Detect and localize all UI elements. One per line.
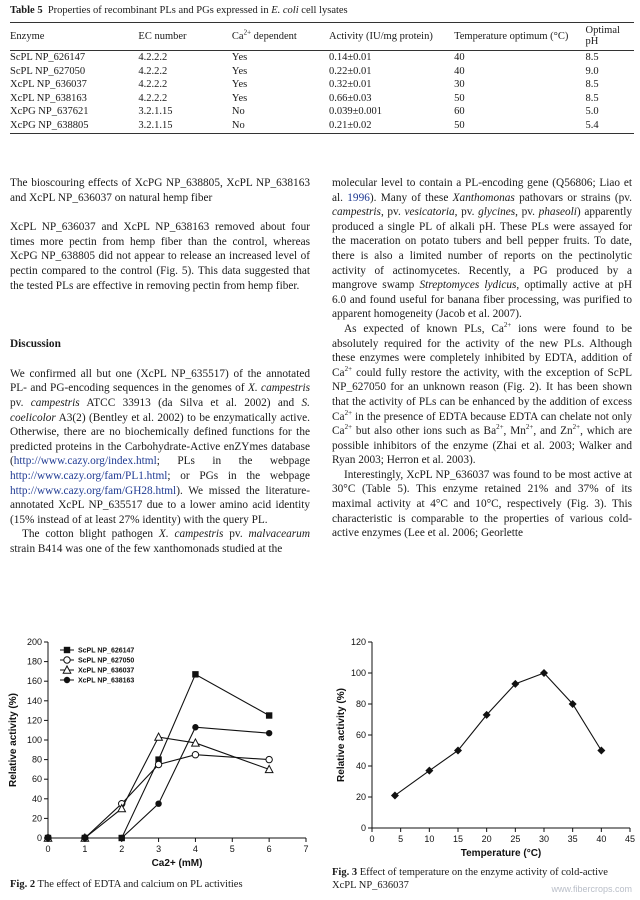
col-header-activity: Activity (IU/mg protein)	[329, 23, 454, 51]
table-cell: XcPL NP_636037	[10, 79, 87, 91]
text-run-italic: glycines	[478, 206, 516, 219]
table-cell: 3.2.1.15	[138, 106, 173, 118]
cazy-pl1-link[interactable]: http://www.cazy.org/fam/PL1.html	[10, 469, 168, 482]
data-point	[155, 801, 161, 807]
col-header-ca	[232, 23, 329, 51]
table-cell: 50	[454, 92, 465, 104]
x-tick-label: 15	[452, 834, 464, 844]
table-row	[10, 105, 634, 119]
text-run: , which are possible inhibitors of the enzyme (Zhai et al. 2003; Walker and Ryan 2003; Herron et al. 2003).	[332, 425, 632, 467]
x-tick-label: 0	[45, 844, 51, 854]
properties-table	[10, 22, 634, 134]
fig2-caption-text: The effect of EDTA and calcium on PL activities	[35, 879, 243, 890]
watermark-text: www.fibercrops.com	[551, 884, 632, 894]
data-point	[192, 724, 198, 730]
text-run: ATCC 33913 (da Silva et al. 2002) and	[79, 396, 302, 409]
legend-entry: ScPL NP_627050	[78, 657, 135, 665]
discussion-paragraph-2	[10, 527, 310, 556]
y-tick-label: 100	[350, 668, 366, 678]
legend-entry: XcPL NP_638163	[78, 677, 135, 685]
table-row	[10, 92, 634, 106]
text-run: molecular level to contain a PL-encoding gene (Q56806; Liao et al.	[332, 177, 632, 204]
text-run: , Mn	[503, 425, 526, 438]
left-column	[10, 176, 310, 556]
text-run-italic: X. campestris	[247, 382, 311, 395]
fig2-caption-label: Fig. 2	[10, 879, 36, 890]
figure-3	[332, 632, 638, 871]
y-tick-label: 80	[31, 754, 42, 765]
superscript: 2+	[572, 423, 581, 432]
table-row	[10, 78, 634, 92]
x-tick-label: 7	[303, 844, 309, 854]
x-tick-label: 20	[481, 834, 492, 844]
text-run: but also other ions such as Ba	[352, 425, 497, 438]
y-tick-label: 60	[31, 774, 42, 785]
x-axis-label: Ca2+ (mM)	[151, 858, 203, 869]
text-run-italic: S. coelicolor	[10, 396, 310, 424]
data-point	[192, 671, 198, 677]
table-caption-text: Properties of recombinant PLs and PGs expressed in	[47, 5, 272, 16]
x-tick-label: 1	[82, 844, 88, 854]
text-run: ions were found to be absolutely required for the activity of the new PLs. Although these enzymes were completely inhibited by EDTA, addition of Ca	[332, 322, 632, 379]
text-run: , pv.	[454, 206, 479, 219]
table-caption-organism: E. coli	[271, 5, 299, 16]
table-cell: 0.32±0.01	[329, 79, 372, 91]
legend-marker	[64, 677, 70, 683]
text-run: ). Many of these	[369, 191, 453, 204]
fig3-caption-text: Effect of temperature on the enzyme activity of cold-active XcPL NP_636037	[332, 867, 608, 891]
table-cell: 5.4	[585, 119, 634, 133]
table-cell: 0.039±0.001	[329, 106, 383, 118]
series-line	[48, 674, 269, 838]
table-row	[10, 65, 634, 79]
data-point	[597, 747, 605, 755]
x-tick-label: 3	[156, 844, 162, 854]
fig3-chart	[332, 632, 638, 866]
table-cell: 60	[454, 106, 465, 118]
y-tick-label: 0	[360, 823, 366, 833]
figure-2	[4, 632, 316, 881]
text-run-italic: campestris	[30, 396, 80, 409]
text-run: pv.	[223, 528, 249, 541]
y-tick-label: 200	[26, 637, 42, 647]
text-run: ; PLs in the webpage	[156, 455, 310, 468]
superscript: 2+	[503, 321, 512, 330]
legend-entry: XcPL NP_636037	[78, 667, 135, 675]
series-line	[48, 737, 269, 838]
series-line	[395, 673, 601, 795]
section-title: The bioscouring effects of XcPG NP_638805, XcPL NP_638163 and XcPL NP_636037 on natural hemp fiber	[10, 177, 310, 204]
y-tick-label: 20	[355, 792, 366, 802]
table-cell: 50	[454, 119, 585, 133]
table-cell: No	[232, 119, 329, 133]
y-tick-label: 120	[26, 715, 42, 726]
x-tick-label: 4	[192, 844, 198, 854]
text-run: ) apparently produced a single PL of alkali pH. These PLs were assayed for the maceration on potato tubers and bell pepper fruits. To date, there is also a limited number of reports on the pectinolytic activity of actinomycetes. Recently, a PG produced by a mangrove swamp	[332, 206, 632, 292]
ca-text: Ca	[231, 30, 244, 42]
data-point	[266, 730, 272, 736]
ca-dependent-text: dependent	[251, 30, 297, 42]
table-cell: 3.2.1.15	[138, 119, 231, 133]
text-run: , optimally active at pH 6.0 and found useful for banana fiber processing, was purified to apparent homogeneity (Jacob et al. 2007).	[332, 279, 632, 321]
table-cell: 9.0	[585, 65, 599, 77]
y-tick-label: 160	[26, 676, 42, 687]
data-point	[155, 761, 161, 767]
fig2-caption	[10, 878, 315, 891]
table-cell: 5.0	[585, 106, 599, 118]
y-tick-label: 60	[355, 730, 366, 740]
table-cell: 8.5	[585, 92, 599, 104]
right-paragraph-1	[332, 176, 632, 322]
x-tick-label: 35	[567, 834, 578, 844]
x-tick-label: 6	[266, 844, 272, 854]
col-header-enzyme: Enzyme	[10, 23, 138, 51]
table-cell: 4.2.2.2	[138, 52, 168, 63]
text-run-italic: vesicatoria	[404, 206, 455, 219]
y-axis-label: Relative activity (%)	[336, 688, 347, 782]
superscript: 2+	[496, 423, 504, 432]
y-tick-label: 120	[350, 637, 366, 647]
table-cell: 40	[454, 52, 465, 63]
text-run: , pv.	[515, 206, 539, 219]
data-point	[119, 835, 125, 841]
table-cell: 0.21±0.02	[329, 119, 454, 133]
cazy-gh28-link[interactable]: http://www.cazy.org/fam/GH28.html	[10, 484, 177, 497]
table-cell: 8.5	[585, 79, 599, 91]
table-cell: 4.2.2.2	[138, 79, 168, 91]
table-row	[10, 51, 634, 65]
table-cell: 0.66±0.03	[329, 92, 372, 104]
discussion-heading: Discussion	[10, 338, 61, 351]
y-tick-label: 20	[31, 813, 42, 824]
text-run: pathovars or strains (pv.	[514, 191, 632, 204]
x-tick-label: 30	[538, 834, 550, 844]
table-cell: Yes	[231, 92, 248, 104]
right-column	[332, 176, 632, 541]
text-run: could fully restore the activity, with the exception of ScPL NP_627050 for an unknown reason (Fig. 2). It has been shown that the activity of PLs can be enhanced by the addition of excess Ca	[332, 366, 632, 423]
table-caption	[10, 4, 348, 18]
table-cell: ScPL NP_627050	[10, 65, 86, 77]
superscript: 2+	[344, 423, 353, 432]
text-run: , and Zn	[533, 425, 573, 438]
x-tick-label: 10	[424, 834, 435, 844]
table-cell: 4.2.2.2	[138, 65, 168, 77]
data-point	[192, 752, 198, 758]
data-point	[425, 767, 433, 775]
x-tick-label: 0	[369, 834, 375, 844]
table-cell: Yes	[231, 65, 248, 77]
x-tick-label: 25	[510, 834, 521, 844]
y-tick-label: 80	[355, 699, 366, 709]
text-run-italic: campestris	[332, 206, 381, 219]
data-point	[266, 712, 272, 718]
legend-marker	[64, 657, 70, 663]
data-point	[391, 791, 399, 799]
x-axis-label: Temperature (°C)	[460, 848, 542, 859]
x-tick-label: 45	[624, 834, 636, 844]
table-cell: Yes	[231, 79, 248, 91]
y-tick-label: 40	[31, 793, 42, 804]
table-cell: Yes	[231, 52, 248, 63]
x-tick-label: 2	[119, 844, 125, 854]
text-run: , pv.	[380, 206, 405, 219]
fig2-chart	[4, 632, 316, 876]
text-run: pv.	[10, 396, 31, 409]
x-tick-label: 40	[596, 834, 607, 844]
legend-marker	[64, 647, 70, 653]
table-cell: 40	[454, 65, 465, 77]
text-run-italic: phaseoli	[538, 206, 577, 219]
text-run: The cotton blight pathogen	[22, 528, 159, 541]
text-run-italic: X. campestris	[158, 528, 224, 541]
table-header-row	[10, 23, 634, 51]
text-run: in the presence of EDTA because EDTA can chelate not only Ca	[332, 410, 632, 438]
superscript: 2+	[344, 364, 353, 373]
text-run-italic: Xanthomonas	[452, 191, 515, 204]
citation-link[interactable]: 1996	[347, 191, 370, 204]
right-paragraph-2	[332, 322, 632, 468]
text-run: As expected of known PLs, Ca	[344, 322, 504, 335]
text-run: ). We missed the literature-annotated XcPL NP_635517 due to a lower amino acid identity (15% instead of at least 27% identity) with the query PL.	[10, 484, 310, 526]
discussion-paragraph-1	[10, 367, 310, 528]
table-cell: 8.5	[585, 52, 599, 63]
y-tick-label: 100	[26, 735, 42, 745]
y-axis-label: Relative activity (%)	[8, 693, 19, 787]
table-cell: 30	[454, 79, 465, 91]
text-run: We confirmed all but one (XcPL NP_635517) of the annotated PL- and PG-encoding sequences in the genomes of	[10, 367, 310, 395]
col-header-temp: Temperature optimum (°C)	[454, 23, 585, 51]
y-tick-label: 180	[26, 656, 42, 667]
superscript: 2+	[525, 423, 534, 432]
data-point	[82, 835, 88, 841]
table-cell: 0.14±0.01	[329, 52, 372, 63]
superscript: 2+	[344, 408, 353, 417]
table-cell: 4.2.2.2	[138, 92, 168, 104]
y-tick-label: 40	[355, 761, 366, 771]
ca-sup: 2+	[243, 28, 252, 36]
table-row	[10, 119, 634, 133]
cazy-link[interactable]: http://www.cazy.org/index.html	[13, 455, 157, 468]
right-paragraph-3: Interestingly, XcPL NP_636037 was found to be most active at 30°C (Table 5). This enzyme retained 21% and 37% of its maximal activity at 4°C and 10°C, respectively (Fig. 3). This characteristic is comparable to the properties of various cold-active enzymes (Lee et al. 2006; Georlette	[332, 468, 632, 540]
col-header-ec: EC number	[138, 23, 231, 51]
text-run: A3(2) (Bentley et al. 2002) to be enzymatically active. Otherwise, there are no biochemically defined functions for the predicted proteins in the Carbohydrate-Active enZYmes database (	[10, 411, 310, 468]
table-label: Table 5	[10, 5, 43, 16]
text-run-italic: Streptomyces lydicus	[419, 279, 517, 292]
series-line	[48, 727, 269, 838]
text-run-italic: malvacearum	[248, 528, 310, 541]
x-tick-label: 5	[398, 834, 404, 844]
x-tick-label: 5	[229, 844, 235, 854]
table-cell: XcPG NP_638805	[10, 119, 138, 133]
table-cell: XcPG NP_637621	[10, 106, 89, 118]
legend-entry: ScPL NP_626147	[78, 647, 135, 655]
text-run: strain B414 was one of the few xanthomonads studied at the	[10, 542, 283, 555]
table-cell: ScPL NP_626147	[10, 52, 86, 63]
table-caption-suffix: cell lysates	[298, 5, 348, 16]
y-tick-label: 140	[26, 695, 42, 706]
y-tick-label: 0	[36, 833, 42, 843]
results-paragraph: XcPL NP_636037 and XcPL NP_638163 removed about four times more pectin from hemp fiber than the control, whereas XcPG NP_638805 did not appear to release an increased level of pectin compared to the control (Fig. 5). This data suggested that the tested PLs are effective in removing pectin from hemp fiber.	[10, 221, 310, 292]
text-run: ; or PGs in the webpage	[167, 469, 310, 482]
table-cell: XcPL NP_638163	[10, 92, 87, 104]
table-cell: 0.22±0.01	[329, 65, 372, 77]
col-header-ph: Optimal pH	[585, 23, 634, 51]
fig3-caption-label: Fig. 3	[332, 867, 358, 878]
table-cell: No	[231, 106, 245, 118]
data-point	[45, 835, 51, 841]
data-point	[155, 733, 163, 740]
data-point	[266, 756, 272, 762]
